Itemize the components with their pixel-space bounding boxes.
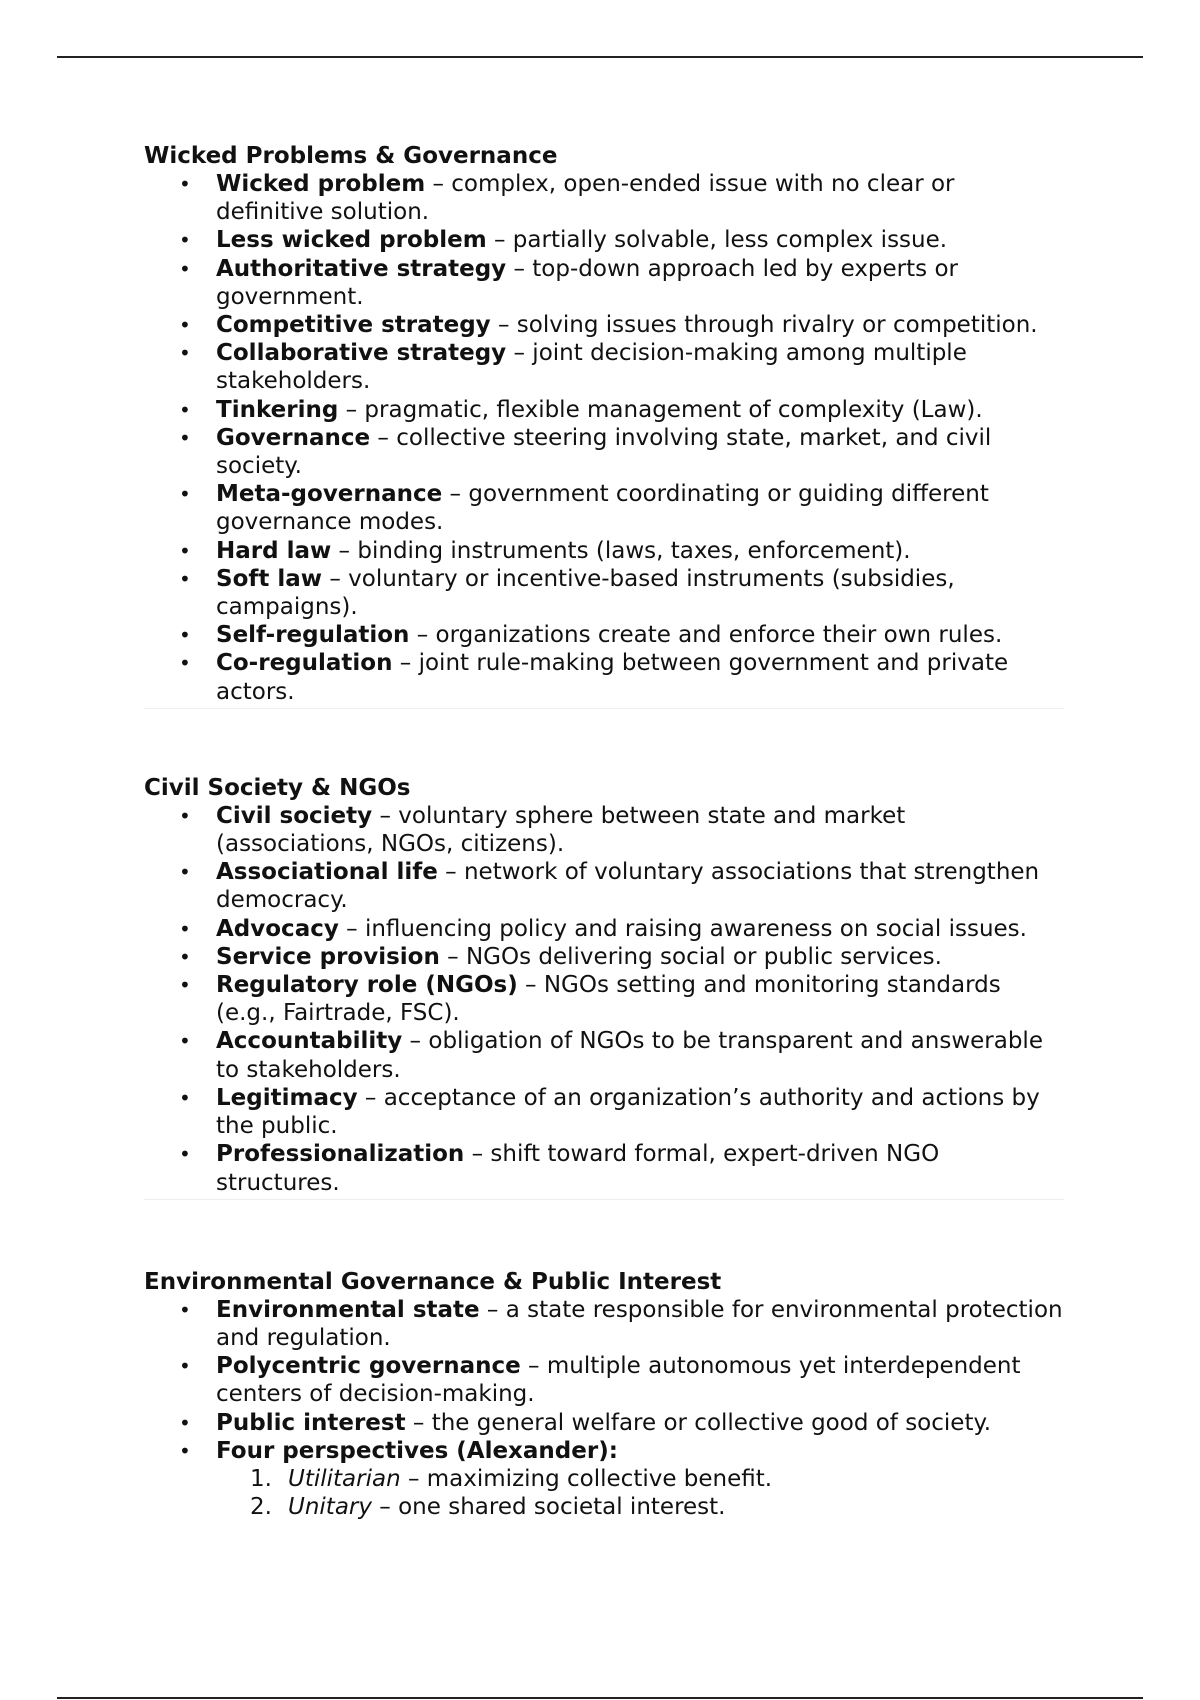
definition: – maximizing collective benefit. bbox=[400, 1465, 773, 1492]
section-civil-society bbox=[144, 774, 1064, 1200]
definition: – one shared societal interest. bbox=[371, 1494, 726, 1521]
list-item bbox=[216, 255, 1064, 311]
definition: – joint decision-making among multiple stakeholders. bbox=[216, 340, 967, 395]
section-heading: Civil Society & NGOs bbox=[144, 774, 411, 801]
definition: – solving issues through rivalry or competition. bbox=[490, 312, 1038, 339]
header-rule bbox=[57, 56, 1143, 58]
term: Tinkering bbox=[216, 396, 339, 423]
list-item bbox=[216, 858, 1064, 914]
term: Professionalization bbox=[216, 1141, 465, 1168]
term: Wicked problem bbox=[216, 171, 426, 197]
term: Civil society bbox=[216, 802, 373, 829]
term: Less wicked problem bbox=[216, 227, 487, 254]
definition: – NGOs delivering social or public services. bbox=[439, 943, 942, 970]
list-item bbox=[216, 311, 1064, 339]
list-item bbox=[216, 1437, 1064, 1522]
definition: – NGOs setting and monitoring standards (e.g., Fairtrade, FSC). bbox=[216, 972, 1001, 1027]
term: Meta-governance bbox=[216, 481, 443, 508]
list-item bbox=[216, 943, 1064, 971]
term: Associational life bbox=[216, 859, 438, 886]
term: Service provision bbox=[216, 943, 440, 970]
term: Hard law bbox=[216, 537, 332, 564]
term: Authoritative strategy bbox=[216, 255, 507, 282]
term: Environmental state bbox=[216, 1296, 480, 1323]
term: Self-regulation bbox=[216, 622, 410, 649]
list-item bbox=[216, 802, 1064, 858]
list-item bbox=[216, 915, 1064, 943]
definition: – network of voluntary associations that strengthen democracy. bbox=[216, 859, 1040, 914]
list-item bbox=[216, 339, 1064, 395]
list-item bbox=[216, 565, 1064, 621]
term: Collaborative strategy bbox=[216, 340, 507, 367]
list-item bbox=[216, 621, 1064, 649]
item-number: 2. bbox=[250, 1494, 272, 1521]
list-item bbox=[216, 480, 1064, 536]
section-heading: Wicked Problems & Governance bbox=[144, 143, 558, 169]
definition: – acceptance of an organization’s authority and actions by the public. bbox=[216, 1084, 1040, 1140]
definition: – joint rule-making between government and private actors. bbox=[216, 650, 1009, 705]
definition: – government coordinating or guiding different governance modes. bbox=[216, 481, 989, 536]
list-item bbox=[216, 226, 1064, 254]
list-item bbox=[216, 396, 1064, 424]
term: Advocacy bbox=[216, 915, 339, 942]
definition: – collective steering involving state, market, and civil society. bbox=[216, 424, 992, 480]
definition: – partially solvable, less complex issue. bbox=[486, 227, 948, 254]
section-wicked-problems bbox=[144, 142, 1064, 709]
definition: – influencing policy and raising awareness on social issues. bbox=[338, 915, 1027, 942]
perspectives-list bbox=[216, 1465, 1064, 1521]
list-item bbox=[216, 1296, 1064, 1352]
document-body bbox=[144, 142, 1064, 1521]
definition: – voluntary sphere between state and market (associations, NGOs, citizens). bbox=[216, 802, 906, 858]
list-item bbox=[216, 649, 1064, 705]
term: Legitimacy bbox=[216, 1084, 358, 1111]
term: Four perspectives (Alexander): bbox=[216, 1437, 618, 1464]
term: Accountability bbox=[216, 1028, 403, 1055]
section-heading: Environmental Governance & Public Interest bbox=[144, 1268, 722, 1295]
definition: – complex, open-ended issue with no clear or definitive solution. bbox=[216, 171, 955, 226]
definition: – multiple autonomous yet interdependent centers of decision-making. bbox=[216, 1353, 1021, 1408]
term: Soft law bbox=[216, 565, 323, 592]
footer-rule bbox=[57, 1697, 1143, 1699]
list-item bbox=[216, 1140, 1064, 1196]
item-number: 1. bbox=[250, 1465, 272, 1492]
definition: – the general welfare or collective good of society. bbox=[405, 1409, 992, 1436]
list-item bbox=[216, 537, 1064, 565]
list-item bbox=[216, 1084, 1064, 1140]
term: Polycentric governance bbox=[216, 1353, 521, 1380]
list-item bbox=[216, 170, 1064, 226]
definition: – voluntary or incentive-based instruments (subsidies, campaigns). bbox=[216, 565, 955, 621]
term: Public interest bbox=[216, 1409, 406, 1436]
list-item bbox=[250, 1465, 1064, 1493]
list-item bbox=[250, 1493, 1064, 1521]
list-item bbox=[216, 424, 1064, 480]
list-item bbox=[216, 1027, 1064, 1083]
list-item bbox=[216, 971, 1064, 1027]
definition: – a state responsible for environmental protection and regulation. bbox=[216, 1296, 1063, 1351]
definition: – obligation of NGOs to be transparent and answerable to stakeholders. bbox=[216, 1028, 1043, 1083]
list-item bbox=[216, 1409, 1064, 1437]
term-list bbox=[144, 802, 1064, 1197]
term: Regulatory role (NGOs) bbox=[216, 972, 518, 999]
definition: – top-down approach led by experts or government. bbox=[216, 255, 958, 310]
term: Competitive strategy bbox=[216, 312, 491, 339]
definition: – shift toward formal, expert-driven NGO structures. bbox=[216, 1141, 940, 1196]
term: Governance bbox=[216, 424, 371, 451]
term: Co-regulation bbox=[216, 650, 393, 677]
list-item bbox=[216, 1352, 1064, 1408]
perspective-name: Utilitarian bbox=[288, 1465, 401, 1492]
section-environmental-governance bbox=[144, 1268, 1064, 1522]
term-list bbox=[144, 170, 1064, 706]
definition: – pragmatic, flexible management of complexity (Law). bbox=[338, 396, 983, 423]
perspective-name: Unitary bbox=[288, 1494, 372, 1521]
definition: – organizations create and enforce their own rules. bbox=[409, 622, 1003, 649]
term-list bbox=[144, 1296, 1064, 1522]
definition: – binding instruments (laws, taxes, enforcement). bbox=[331, 537, 911, 564]
